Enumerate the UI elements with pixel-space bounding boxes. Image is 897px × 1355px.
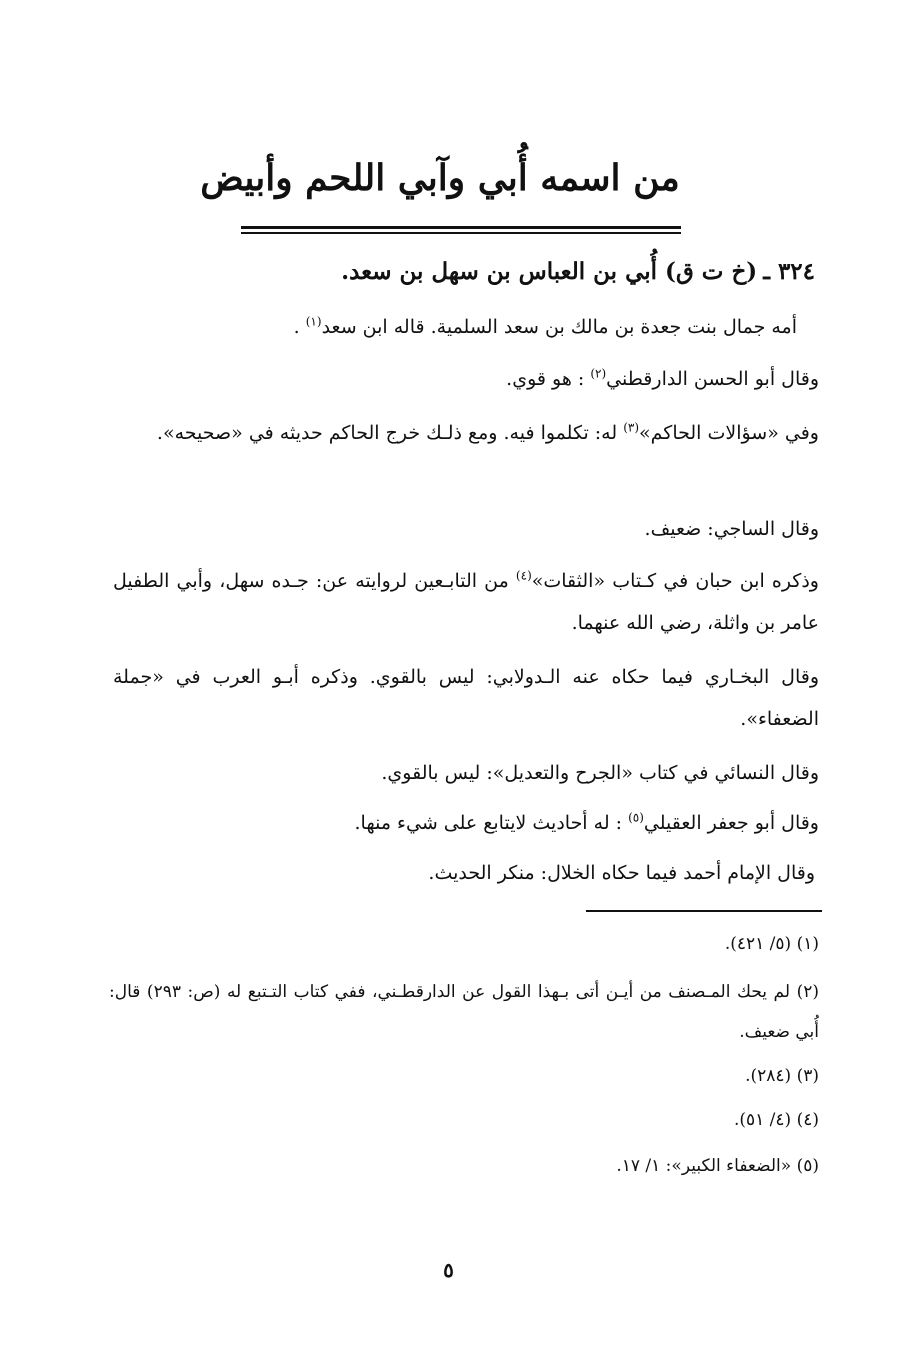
paragraph-text: وقال الساجي: ضعيف. xyxy=(644,518,819,540)
paragraph-ibn-hibban xyxy=(113,560,819,644)
paragraph-saji xyxy=(113,508,819,550)
paragraph-text: وذكره ابن حبان في كـتاب «الثقات» xyxy=(531,570,819,592)
footnote-ref: (٥) xyxy=(628,810,644,825)
paragraph-text: من التابـعين لروايته عن: جـده سهل، وأبي الطفيل عامر بن واثلة، رضي الله عنهما. xyxy=(113,570,819,634)
page-number: ٥ xyxy=(443,1258,454,1282)
entry-number: ٣٢٤ ـ xyxy=(763,258,815,285)
paragraph-ahmad xyxy=(109,852,815,894)
paragraph-text: أمه جمال بنت جعدة بن مالك بن سعد السلمية. قاله ابن سعد xyxy=(321,316,797,338)
footnote-1: (١) (٥/ ٤٢١). xyxy=(724,934,819,954)
footnote-ref: (٣) xyxy=(623,420,640,435)
paragraph-text: : له أحاديث لايتابع على شيء منها. xyxy=(354,812,629,834)
paragraph-daraqutni xyxy=(113,358,819,400)
paragraph-text: وقال البخـاري فيما حكاه عنه الـدولابي: ليس بالقوي. وذكره أبـو العرب في «جملة الضعفاء». xyxy=(113,666,819,730)
footnote-4: (٤) (٤/ ٥١). xyxy=(733,1110,819,1130)
paragraph-text: وقال الإمام أحمد فيما حكاه الخلال: منكر الحديث. xyxy=(428,862,815,884)
paragraph-text: : هو قوي. xyxy=(506,368,591,390)
paragraph-text: وفي «سؤالات الحاكم» xyxy=(639,422,819,444)
footnote-2: (٢) لم يحك المـصنف من أيـن أتى بـهذا القول عن الدارقطـني، ففي كتاب التـتبع له (ص: ٢٩٣) قال: أُبي ضعيف. xyxy=(109,982,819,1042)
entry-heading-text: (خ ت ق) أُبي بن العباس بن سهل بن سعد. xyxy=(341,258,758,285)
footnote-5: (٥) «الضعفاء الكبير»: ١/ ١٧. xyxy=(616,1156,819,1176)
paragraph-bukhari xyxy=(113,656,819,740)
footnote-3: (٣) (٢٨٤). xyxy=(745,1066,819,1086)
paragraph-mother xyxy=(91,306,797,348)
paragraph-text: له: تكلموا فيه. ومع ذلـك خرج الحاكم حديثه في «صحيحه». xyxy=(156,422,624,444)
footnote-ref: (١) xyxy=(305,314,322,329)
paragraph-text: وقال النسائي في كتاب «الجرح والتعديل»: ليس بالقوي. xyxy=(381,762,819,784)
chapter-title: من اسمه أُبي وآبي اللحم وأبيض xyxy=(200,157,680,199)
paragraph-hakim xyxy=(113,412,819,454)
footnote-ref: (٢) xyxy=(590,366,607,381)
paragraph-nasai xyxy=(113,752,819,794)
paragraph-text: وقال أبو جعفر العقيلي xyxy=(643,812,819,834)
paragraph-text: . xyxy=(293,316,306,338)
paragraph-uqayli xyxy=(113,802,819,844)
title-underline xyxy=(241,226,681,234)
footnote-ref: (٤) xyxy=(515,568,532,583)
footnote-separator xyxy=(586,910,822,912)
entry-heading xyxy=(115,250,815,294)
paragraph-text: وقال أبو الحسن الدارقطني xyxy=(606,368,819,390)
